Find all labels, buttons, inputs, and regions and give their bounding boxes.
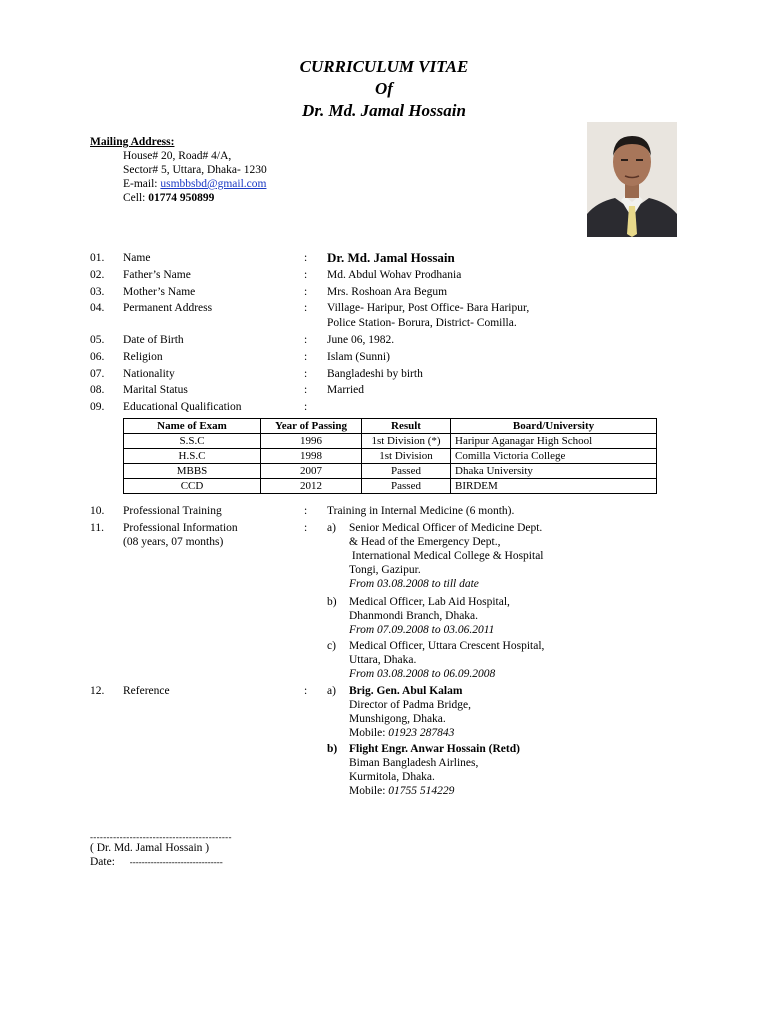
field-label: Professional Information xyxy=(123,522,238,534)
field-number: 07. xyxy=(90,368,105,380)
table-cell: 2012 xyxy=(261,479,362,494)
field-colon: : xyxy=(304,252,308,264)
job-line: Senior Medical Officer of Medicine Dept. xyxy=(349,522,543,534)
field-colon: : xyxy=(304,685,308,697)
signature-date xyxy=(90,856,223,868)
reference-mobile xyxy=(349,727,454,741)
field-number: 12. xyxy=(90,685,105,697)
field-value-line2: Police Station- Borura, District- Comilla. xyxy=(327,317,517,329)
reference-line: Biman Bangladesh Airlines, xyxy=(349,757,479,769)
job-line: International Medical College & Hospital xyxy=(349,550,544,562)
field-value: June 06, 1982. xyxy=(327,334,395,346)
list-marker: c) xyxy=(327,640,336,652)
reference-name: Brig. Gen. Abul Kalam xyxy=(349,685,463,697)
list-marker: b) xyxy=(327,596,337,608)
table-cell: 2007 xyxy=(261,464,362,479)
table-cell: S.S.C xyxy=(124,434,261,449)
job-line: Dhanmondi Branch, Dhaka. xyxy=(349,610,479,622)
field-label: Permanent Address xyxy=(123,302,213,314)
email-label: E-mail: xyxy=(123,178,161,190)
mobile-number: 01755 514229 xyxy=(388,785,455,797)
field-label: Marital Status xyxy=(123,384,188,396)
table-row xyxy=(124,479,657,494)
field-number: 02. xyxy=(90,269,105,281)
cv-title-of: Of xyxy=(375,79,393,98)
mobile-label: Mobile: xyxy=(349,785,389,797)
education-table xyxy=(123,418,657,494)
list-marker: a) xyxy=(327,685,336,697)
cell-label: Cell: xyxy=(123,192,149,204)
field-label: Father’s Name xyxy=(123,269,191,281)
job-period: From 07.09.2008 to 03.06.2011 xyxy=(349,624,495,636)
table-cell: Comilla Victoria College xyxy=(451,449,657,464)
field-number: 04. xyxy=(90,302,105,314)
field-educational-qualification xyxy=(90,401,710,417)
table-row xyxy=(124,464,657,479)
reference-line: Kurmitola, Dhaka. xyxy=(349,771,435,783)
field-colon: : xyxy=(304,401,308,413)
field-label: Name xyxy=(123,252,151,264)
field-label: Educational Qualification xyxy=(123,401,242,413)
job-line: Medical Officer, Lab Aid Hospital, xyxy=(349,596,510,608)
field-marital-status xyxy=(90,384,710,400)
field-number: 06. xyxy=(90,351,105,363)
column-header: Board/University xyxy=(451,419,657,434)
field-number: 09. xyxy=(90,401,105,413)
field-colon: : xyxy=(304,522,308,534)
field-name xyxy=(90,252,710,268)
column-header: Result xyxy=(362,419,451,434)
field-value-line1: Village- Haripur, Post Office- Bara Haripur, xyxy=(327,302,530,314)
table-cell: H.S.C xyxy=(124,449,261,464)
job-line: Tongi, Gazipur. xyxy=(349,564,421,576)
reference-line: Director of Padma Bridge, xyxy=(349,699,471,711)
job-line: Uttara, Dhaka. xyxy=(349,654,417,666)
field-number: 05. xyxy=(90,334,105,346)
mailing-address-line2: Sector# 5, Uttara, Dhaka- 1230 xyxy=(123,164,267,176)
date-label: Date: xyxy=(90,856,118,868)
table-cell: MBBS xyxy=(124,464,261,479)
profile-photo xyxy=(587,122,677,237)
table-cell: 1996 xyxy=(261,434,362,449)
date-line: ------------------------------- xyxy=(129,857,223,867)
field-date-of-birth xyxy=(90,334,710,350)
table-cell: BIRDEM xyxy=(451,479,657,494)
column-header: Name of Exam xyxy=(124,419,261,434)
field-nationality xyxy=(90,368,710,384)
field-reference xyxy=(90,685,710,805)
table-cell: 1st Division (*) xyxy=(362,434,451,449)
reference-mobile xyxy=(349,785,454,799)
field-number: 08. xyxy=(90,384,105,396)
job-line: Medical Officer, Uttara Crescent Hospital, xyxy=(349,640,545,652)
field-label-duration: (08 years, 07 months) xyxy=(123,536,224,548)
cv-title: CURRICULUM VITAE xyxy=(299,57,469,76)
field-number: 10. xyxy=(90,505,105,517)
field-number: 11. xyxy=(90,522,104,534)
field-permanent-address xyxy=(90,302,710,332)
field-colon: : xyxy=(304,286,308,298)
field-value: Mrs. Roshoan Ara Begum xyxy=(327,286,448,298)
field-value: Md. Abdul Wohav Prodhania xyxy=(327,269,462,281)
mobile-number: 01923 287843 xyxy=(388,727,455,739)
field-number: 03. xyxy=(90,286,105,298)
field-number: 01. xyxy=(90,252,105,264)
field-mothers-name xyxy=(90,286,710,302)
email-line xyxy=(123,178,266,192)
reference-line: Munshigong, Dhaka. xyxy=(349,713,446,725)
field-fathers-name xyxy=(90,269,710,285)
field-label: Mother’s Name xyxy=(123,286,196,298)
email-link[interactable]: usmbbsbd@gmail.com xyxy=(160,178,267,190)
field-value: Married xyxy=(327,384,365,396)
signature-name: ( Dr. Md. Jamal Hossain ) xyxy=(90,842,210,854)
table-row xyxy=(124,449,657,464)
cv-title-name: Dr. Md. Jamal Hossain xyxy=(302,101,466,120)
field-colon: : xyxy=(304,302,308,314)
job-period: From 03.08.2008 to 06.09.2008 xyxy=(349,668,496,680)
mobile-label: Mobile: xyxy=(349,727,389,739)
field-label: Religion xyxy=(123,351,163,363)
cell-number: 01774 950899 xyxy=(148,192,215,204)
field-colon: : xyxy=(304,384,308,396)
table-cell: Haripur Aganagar High School xyxy=(451,434,657,449)
field-professional-information xyxy=(90,522,710,682)
field-value: Dr. Md. Jamal Hossain xyxy=(327,250,455,265)
field-colon: : xyxy=(304,505,308,517)
mailing-address-heading: Mailing Address: xyxy=(90,136,175,148)
field-professional-training xyxy=(90,505,710,521)
table-cell: Passed xyxy=(362,464,451,479)
signature-line: ------------------------------------------- xyxy=(90,832,232,842)
field-label: Professional Training xyxy=(123,505,222,517)
table-cell: 1st Division xyxy=(362,449,451,464)
table-cell: Dhaka University xyxy=(451,464,657,479)
field-value: Bangladeshi by birth xyxy=(327,368,423,380)
column-header: Year of Passing xyxy=(261,419,362,434)
field-label: Reference xyxy=(123,685,170,697)
list-marker: a) xyxy=(327,522,336,534)
list-marker: b) xyxy=(327,743,338,755)
reference-name: Flight Engr. Anwar Hossain (Retd) xyxy=(349,743,520,755)
job-line: & Head of the Emergency Dept., xyxy=(349,536,501,548)
field-value: Islam (Sunni) xyxy=(327,351,390,363)
table-row xyxy=(124,434,657,449)
mailing-address-line1: House# 20, Road# 4/A, xyxy=(123,150,232,162)
field-colon: : xyxy=(304,269,308,281)
field-religion xyxy=(90,351,710,367)
table-cell: 1998 xyxy=(261,449,362,464)
table-header-row xyxy=(124,419,657,434)
field-colon: : xyxy=(304,368,308,380)
table-cell: CCD xyxy=(124,479,261,494)
cell-line xyxy=(123,192,214,206)
job-period: From 03.08.2008 to till date xyxy=(349,578,479,590)
field-value: Training in Internal Medicine (6 month). xyxy=(327,505,515,517)
profile-photo-image xyxy=(587,122,677,237)
field-colon: : xyxy=(304,334,308,346)
field-label: Date of Birth xyxy=(123,334,184,346)
table-cell: Passed xyxy=(362,479,451,494)
field-label: Nationality xyxy=(123,368,175,380)
field-colon: : xyxy=(304,351,308,363)
